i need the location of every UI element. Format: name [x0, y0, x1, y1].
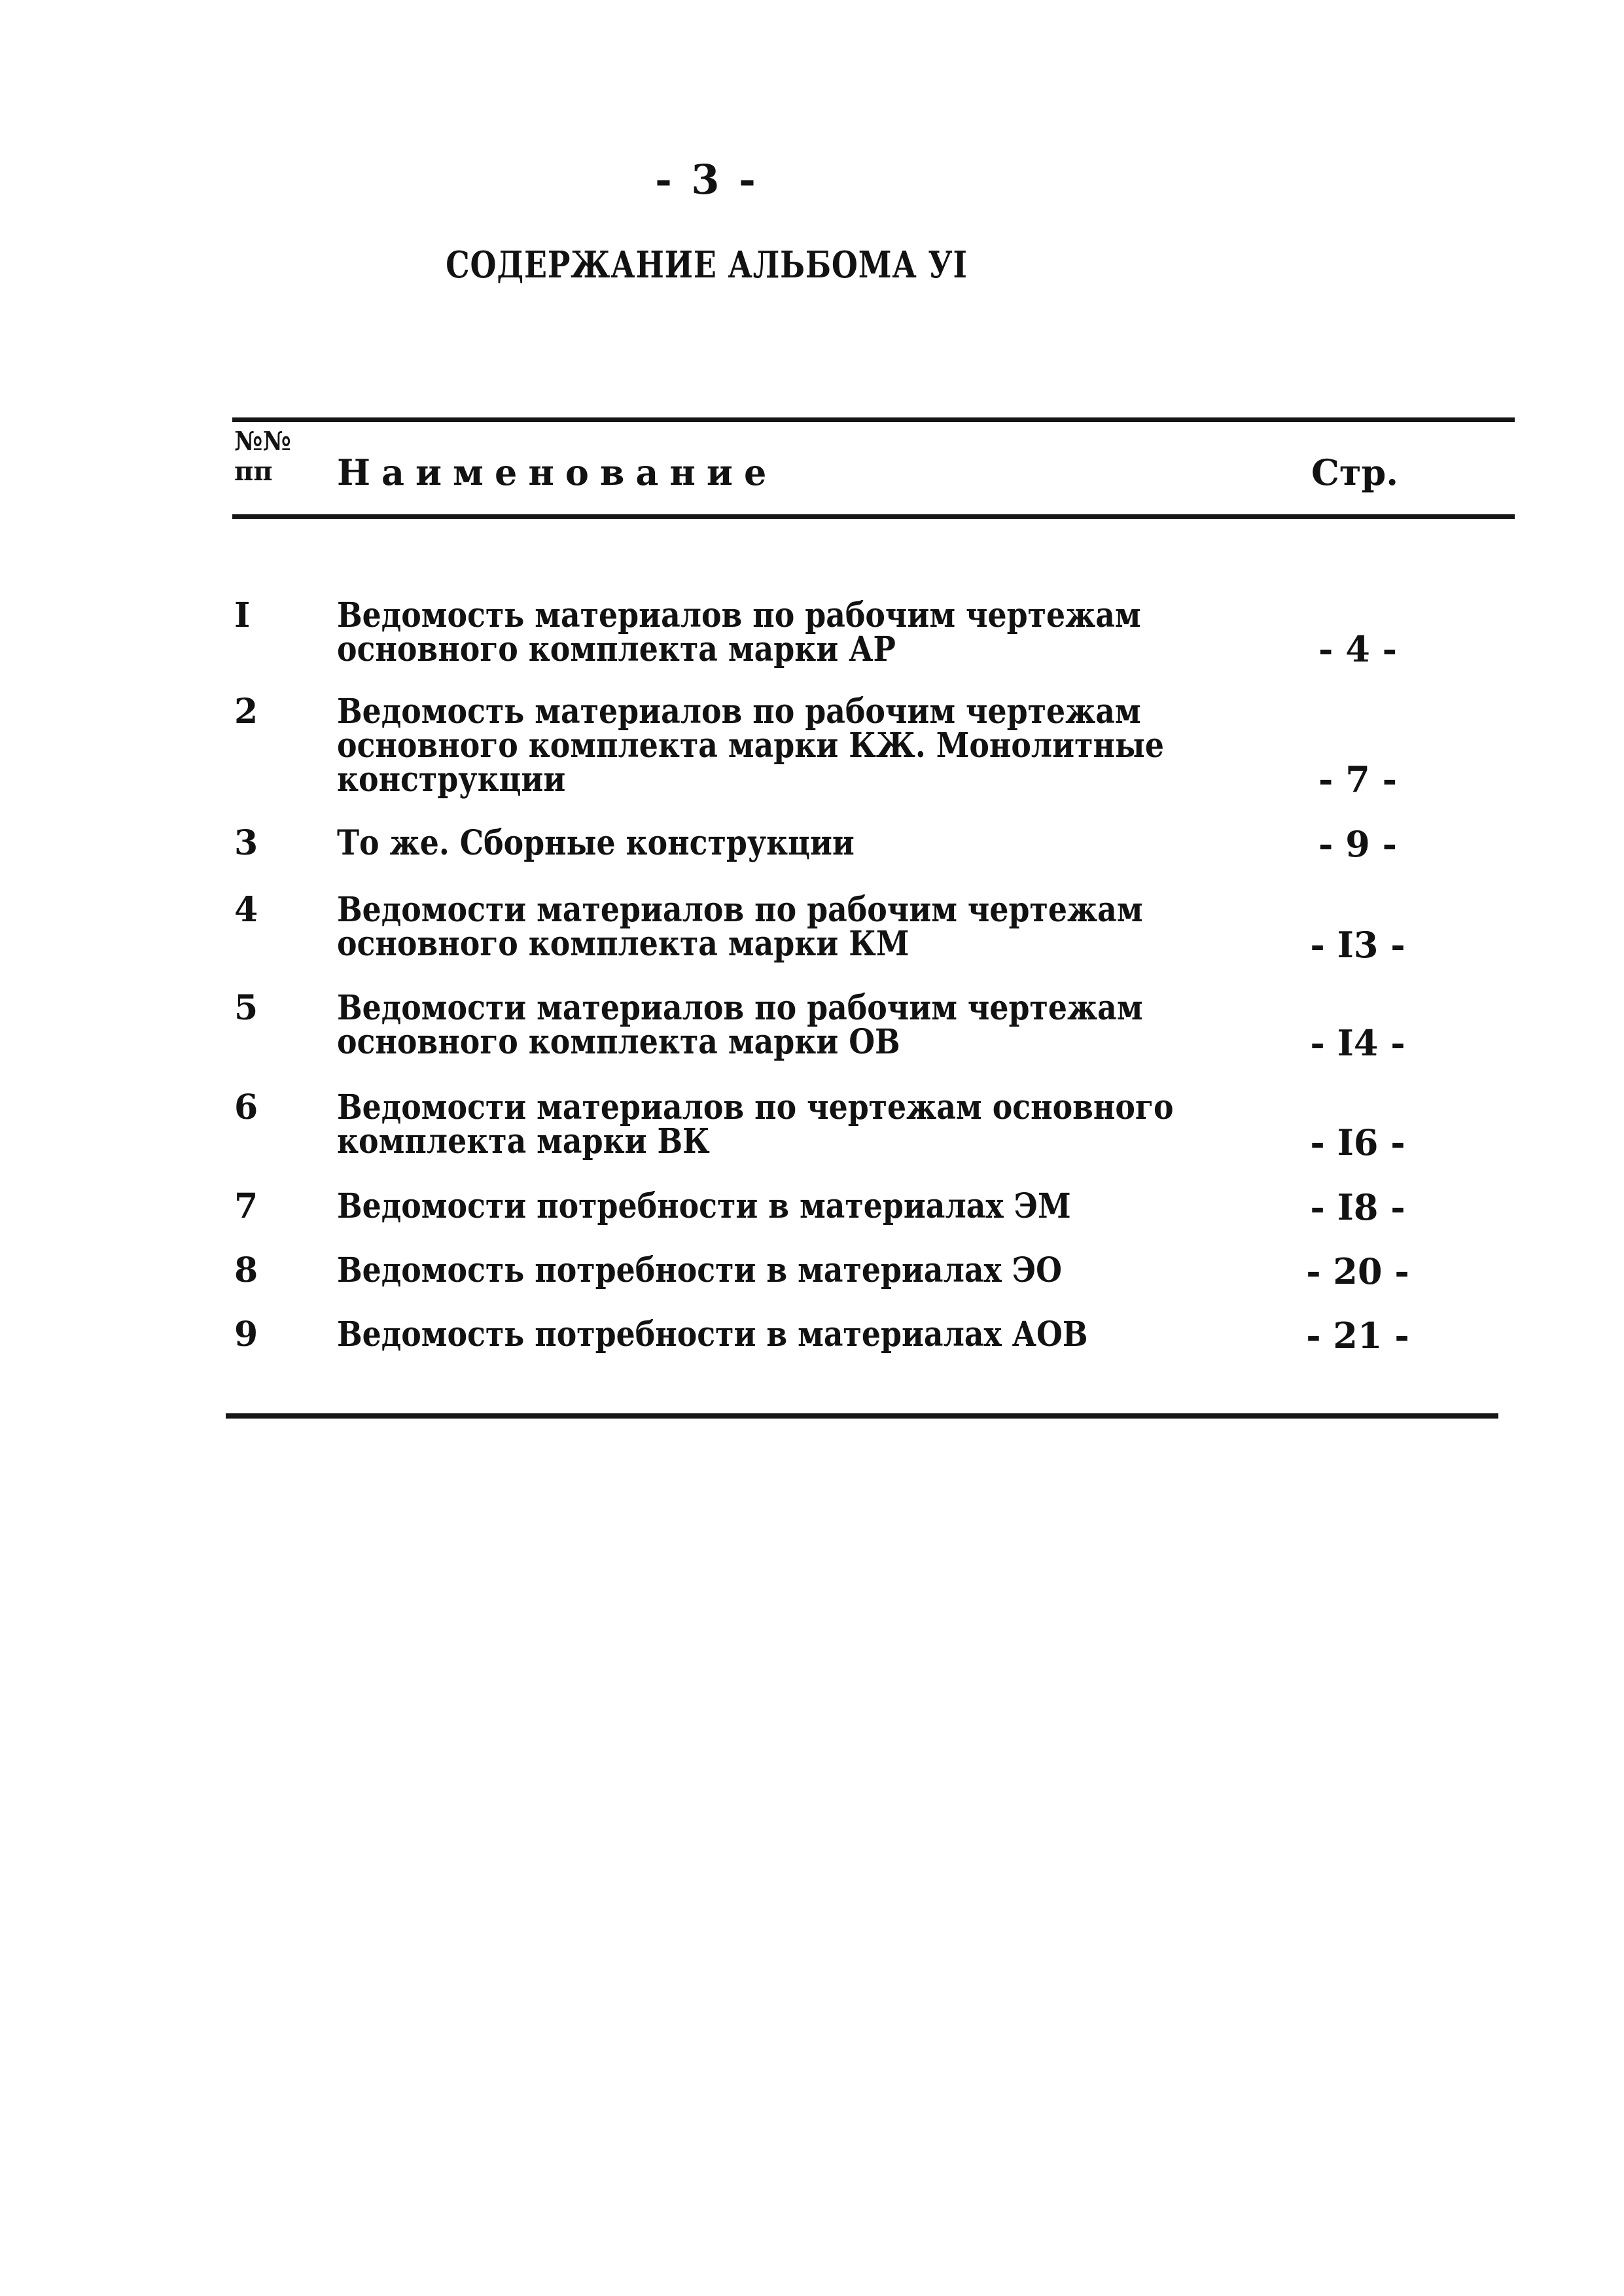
row-page: - I3 -	[1310, 924, 1405, 966]
row-number: 6	[234, 1087, 258, 1127]
table-top-rule	[232, 417, 1515, 422]
row-page: - I8 -	[1310, 1186, 1405, 1228]
header-name: Наименование	[337, 451, 778, 493]
table-header-rule	[232, 514, 1515, 519]
row-name-line: Ведомость материалов по рабочим чертежам	[337, 692, 1141, 732]
row-name	[337, 823, 1431, 865]
row-number: 7	[234, 1186, 258, 1226]
row-name	[337, 1087, 1431, 1163]
row-name-line: комплекта марки ВК	[337, 1122, 710, 1161]
row-name	[337, 890, 1431, 966]
row-page: - 9 -	[1318, 823, 1397, 865]
row-number: 5	[234, 988, 258, 1028]
header-number-line: №№	[234, 426, 291, 457]
row-name	[337, 1186, 1431, 1228]
row-name-line: Ведомость потребности в материалах АОВ	[337, 1315, 1088, 1354]
row-page: - I6 -	[1310, 1122, 1405, 1163]
row-page: - 4 -	[1318, 628, 1397, 670]
row-page: - I4 -	[1310, 1022, 1405, 1064]
row-name-line: Ведомости материалов по рабочим чертежам	[337, 890, 1143, 930]
page-number: - 3 -	[655, 156, 758, 203]
row-name-line: основного комплекта марки КЖ. Монолитные	[337, 726, 1164, 766]
row-name-line: Ведомости материалов по чертежам основного	[337, 1087, 1174, 1127]
row-name	[337, 1315, 1431, 1356]
header-page: Стр.	[1311, 451, 1398, 493]
row-name-line: основного комплекта марки АР	[337, 629, 896, 669]
table-bottom-rule	[226, 1413, 1498, 1419]
row-name-line: Ведомости потребности в материалах ЭМ	[337, 1186, 1071, 1226]
row-page: - 7 -	[1318, 758, 1397, 800]
row-name-line: Ведомости материалов по рабочим чертежам	[337, 988, 1143, 1028]
row-name-line: конструкции	[337, 760, 566, 800]
row-number: 2	[234, 692, 258, 732]
row-name	[337, 595, 1431, 670]
document-title: СОДЕРЖАНИЕ АЛЬБОМА УI	[446, 243, 968, 287]
row-name	[337, 1250, 1431, 1292]
row-name-line: основного комплекта марки ОВ	[337, 1022, 900, 1062]
row-number: 8	[234, 1250, 258, 1290]
row-name-line: основного комплекта марки КМ	[337, 924, 909, 964]
row-number: 4	[234, 890, 258, 930]
row-name-line: Ведомость материалов по рабочим чертежам	[337, 595, 1141, 635]
row-name	[337, 692, 1431, 800]
row-number: 9	[234, 1315, 258, 1354]
row-page: - 20 -	[1306, 1250, 1409, 1292]
row-number: I	[234, 595, 251, 635]
row-name-line: Ведомость потребности в материалах ЭО	[337, 1250, 1062, 1290]
header-number	[234, 427, 291, 487]
row-name-line: То же. Сборные конструкции	[337, 823, 855, 863]
row-number: 3	[234, 823, 258, 863]
header-number-line: пп	[234, 456, 273, 487]
row-name	[337, 988, 1431, 1064]
row-page: - 21 -	[1306, 1315, 1409, 1356]
